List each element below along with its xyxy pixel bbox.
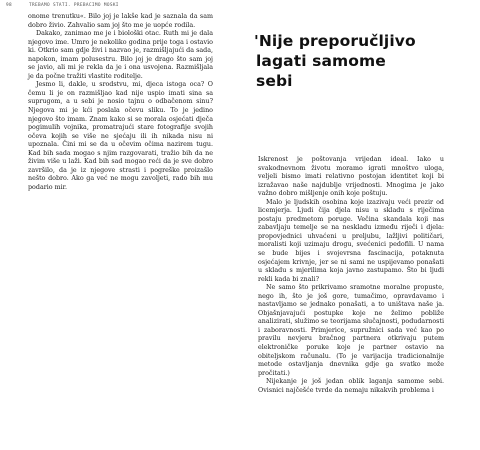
paragraph: Dakako, zanimao me je i biološki otac. Ruth mi je dala njegovo ime. Umro je nekoliko godina prije toga i ostavio ki. Otkrio sam gdje živi i nazvao je, razmišljajući da sada, napokon, imam polusestru. Bilo joj je drago što sam joj se javio, ali mi je rekla da je i ona usvojena. Razmišljala je da počne tražiti vlastite roditelje. [28,30,213,80]
page-number: 98 [6,3,12,8]
paragraph: Ne samo što prikrivamo sramotne moralne propuste, nego ih, što je još gore, tumačimo, opravdavamo i nastavljamo se jednako ponašati, a to uništava naše ja. Objašnjavajući postupke koje ne želimo pobliže analizirati, služimo se teorijama slučajnosti, podudarnosti i zaboravnosti. Primjerice, supružnici sada već kao po pravilu nevjeru bračnog partnera otkrivaju putem elektroničke poruke koje je partner ostavio na obiteljskom računalu. (To je varijacija tradicionalnije metode ostavljanja dnevnika gdje ga svatko može pročitati.) [258,284,444,377]
left-page-body [28,13,213,192]
paragraph: Nijekanje je još jedan oblik laganja samome sebi. Ovisnici najčešće tvrde da nemaju nikakvih problema i [258,378,444,394]
paragraph: Malo je ljudskih osobina koje izazivaju veći prezir od licemjerja. Ljudi čija djela nisu u skladu s riječima postaju predmetom poruge. Večina skandala koji nas zabavljaju temelje se na neskladu između riječi i djela: propovjednici uhvaćeni u preljubu, lažljivi političari, moralisti koji uzimaju drogu, svećenici pedofili. U nama se bude bijes i svojevrsna fascinacija, potaknuta osjećajem krivnje, jer se ni sami ne uspijevamo ponašati u skladu s mjerilima koja javno zastupamo. Što bi ljudi rekli kada bi znali? [258,198,444,283]
running-head [6,3,119,8]
running-head-title: TREBAMO STATI. PREBACIMO MOSKI [29,3,119,8]
paragraph: Iskrenost je poštovanja vrijedan ideal. Iako u svakodnevnom životu moramo igrati mnoštvo uloga, veljeli bismo imati relativno postojan identitet koji bi izražavao naše najdublje vrijednosti. Mnogima je jako važno dobro mišljenje onih koje poštuju. [258,156,444,198]
paragraph: onome trenutku«. Bilo joj je lakše kad je saznala da sam dobro živio. Zahvalio sam joj što me je uopće rodila. [28,13,213,29]
paragraph: Jesmo li, dakle, u srodstvu, mi, djeca istoga oca? O čemu li je on razmišljao kad nije uspio imati sina sa suprugom, a u sebi je nosio tajnu o odbačenom sinu? Njegova mi je kći poslala očevu sliku. To je jedino njegovo što imam. Znam kako si se morala osjećati dječa pogimulih vojnika, promatrajući stare fotografije svojih očeva kojih se više ne sjećaju ili ih nikada nisu ni upoznala. Čini mi se da u očevim očima nazirem tugu. Kad bih sada mogao s njim razgovarati, tražio bih da ne živim više u laži. Kad bih sad mogao reći da je sve dobro završilo, da je iz njegove strasti i pogreške proizašlo nešto dobro. Ako ga već ne mogu zavoljeti, rado bih mu podario mir. [28,81,213,191]
chapter-title-line: sebi [256,72,293,90]
chapter-title-line: lagati samome [256,52,386,70]
chapter-title-line: 'Nije preporučljivo [254,32,416,50]
chapter-title [254,31,454,91]
right-page [240,0,480,450]
right-page-body [258,156,444,395]
